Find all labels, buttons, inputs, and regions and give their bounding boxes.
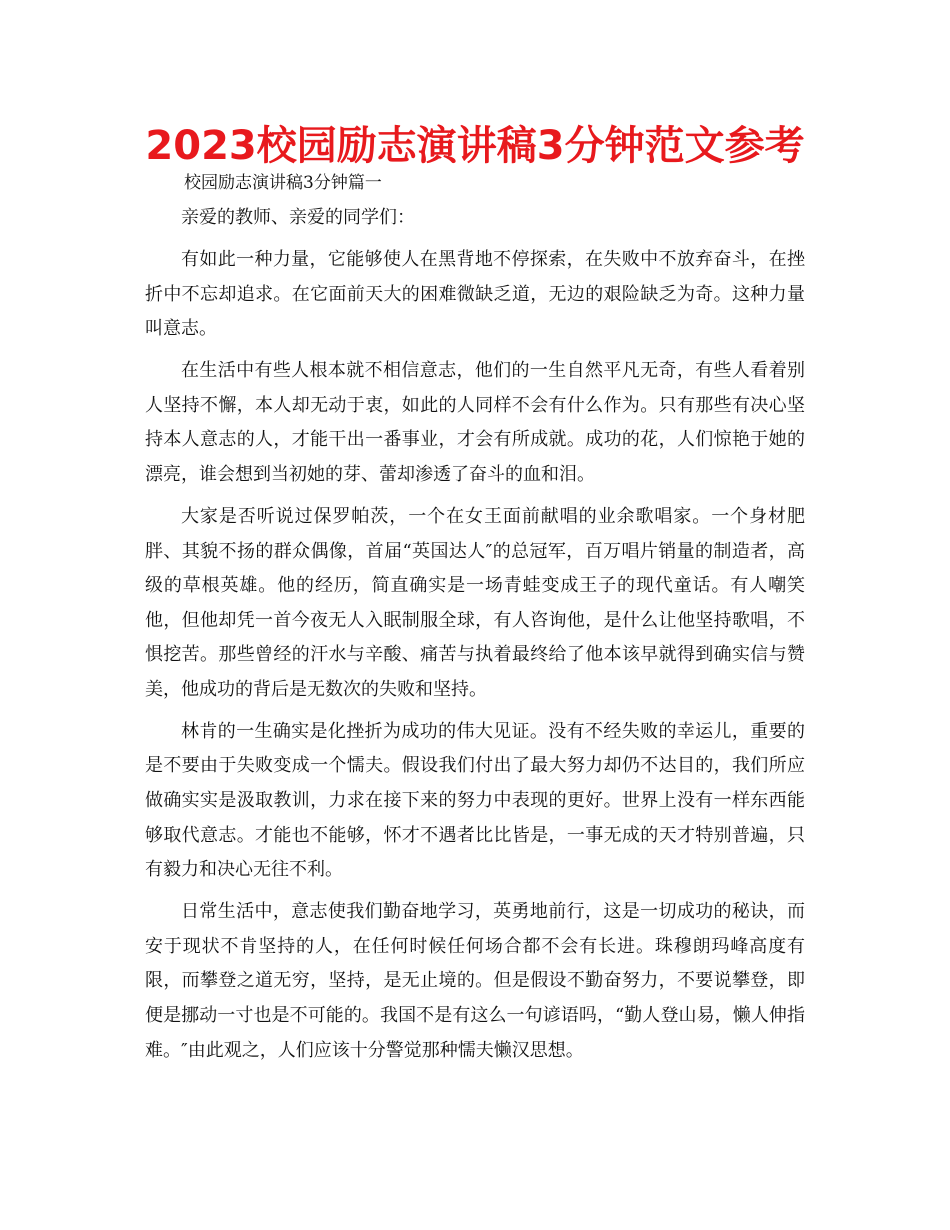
paragraph: 有如此一种力量，它能够使人在黑背地不停探索，在失败中不放弃奋斗，在挫折中不忘却追求。在它面前天大的困难微缺乏道，无边的艰险缺乏为奇。这种力量叫意志。	[145, 248, 805, 340]
paragraph-greeting: 亲爱的教师、亲爱的同学们：	[181, 207, 415, 228]
document-title: 2023校园励志演讲稿3分钟范文参考	[145, 123, 805, 169]
paragraph: 在生活中有些人根本就不相信意志，他们的一生自然平凡无奇，有些人看着别人坚持不懈，本人却无动于衷，如此的人同样不会有什么作为。只有那些有决心坚持本人意志的人，才能干出一番事业，才会有所成就。成功的花，人们惊艳于她的漂亮，谁会想到当初她的芽、蕾却渗透了奋斗的血和泪。	[145, 360, 805, 485]
document-body	[145, 201, 805, 1076]
paragraph: 林肯的一生确实是化挫折为成功的伟大见证。没有不经失败的幸运儿，重要的是不要由于失败变成一个懦夫。假设我们付出了最大努力却仍不达目的，我们所应做确实实是汲取教训，力求在接下来的努力中表现的更好。世界上没有一样东西能够取代意志。才能也不能够，怀才不遇者比比皆是，一事无成的天才特别普遍，只有毅力和决心无往不利。	[145, 720, 805, 881]
paragraph: 日常生活中，意志使我们勤奋地学习，英勇地前行，这是一切成功的秘诀，而安于现状不肯坚持的人，在任何时候任何场合都不会有长进。珠穆朗玛峰高度有限，而攀登之道无穷，坚持，是无止境的。但是假设不勤奋努力，不要说攀登，即便是挪动一寸也是不可能的。我国不是有这么一句谚语吗，“勤人登山易，懒人伸指难。″由此观之，人们应该十分警觉那种懦夫懒汉思想。	[145, 901, 805, 1061]
paragraph: 大家是否听说过保罗帕茨，一个在女王面前献唱的业余歌唱家。一个身材肥胖、其貌不扬的群众偶像，首届“英国达人″的总冠军，百万唱片销量的制造者，高级的草根英雄。他的经历，简直确实是一场青蛙变成王子的现代童话。有人嘲笑他，但他却凭一首今夜无人入眠制服全球，有人咨询他，是什么让他坚持歌唱，不惧挖苦。那些曾经的汗水与辛酸、痛苦与执着最终给了他本该早就得到确实信与赞美，他成功的背后是无数次的失败和坚持。	[145, 505, 805, 700]
document-subtitle: 校园励志演讲稿3分钟篇一	[184, 173, 382, 193]
